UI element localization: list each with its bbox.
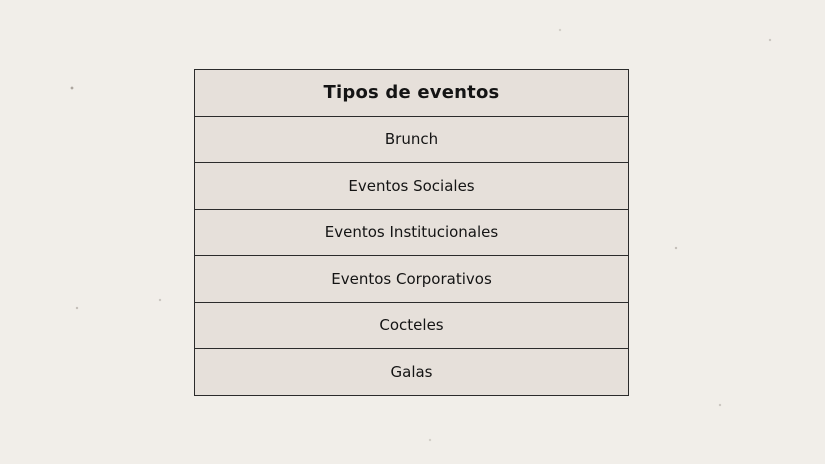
table-row bbox=[195, 302, 629, 349]
table-row bbox=[195, 256, 629, 303]
table-row bbox=[195, 163, 629, 210]
table-header-row bbox=[195, 70, 629, 117]
event-type-cocktails: Cocteles bbox=[195, 302, 629, 349]
event-type-galas: Galas bbox=[195, 349, 629, 396]
table-header-title: Tipos de eventos bbox=[195, 70, 629, 117]
event-type-corporate: Eventos Corporativos bbox=[195, 256, 629, 303]
table-row bbox=[195, 349, 629, 396]
table-row bbox=[195, 209, 629, 256]
table-row bbox=[195, 116, 629, 163]
event-type-brunch: Brunch bbox=[195, 116, 629, 163]
event-types-table bbox=[194, 69, 629, 396]
event-type-institutional: Eventos Institucionales bbox=[195, 209, 629, 256]
event-type-social: Eventos Sociales bbox=[195, 163, 629, 210]
